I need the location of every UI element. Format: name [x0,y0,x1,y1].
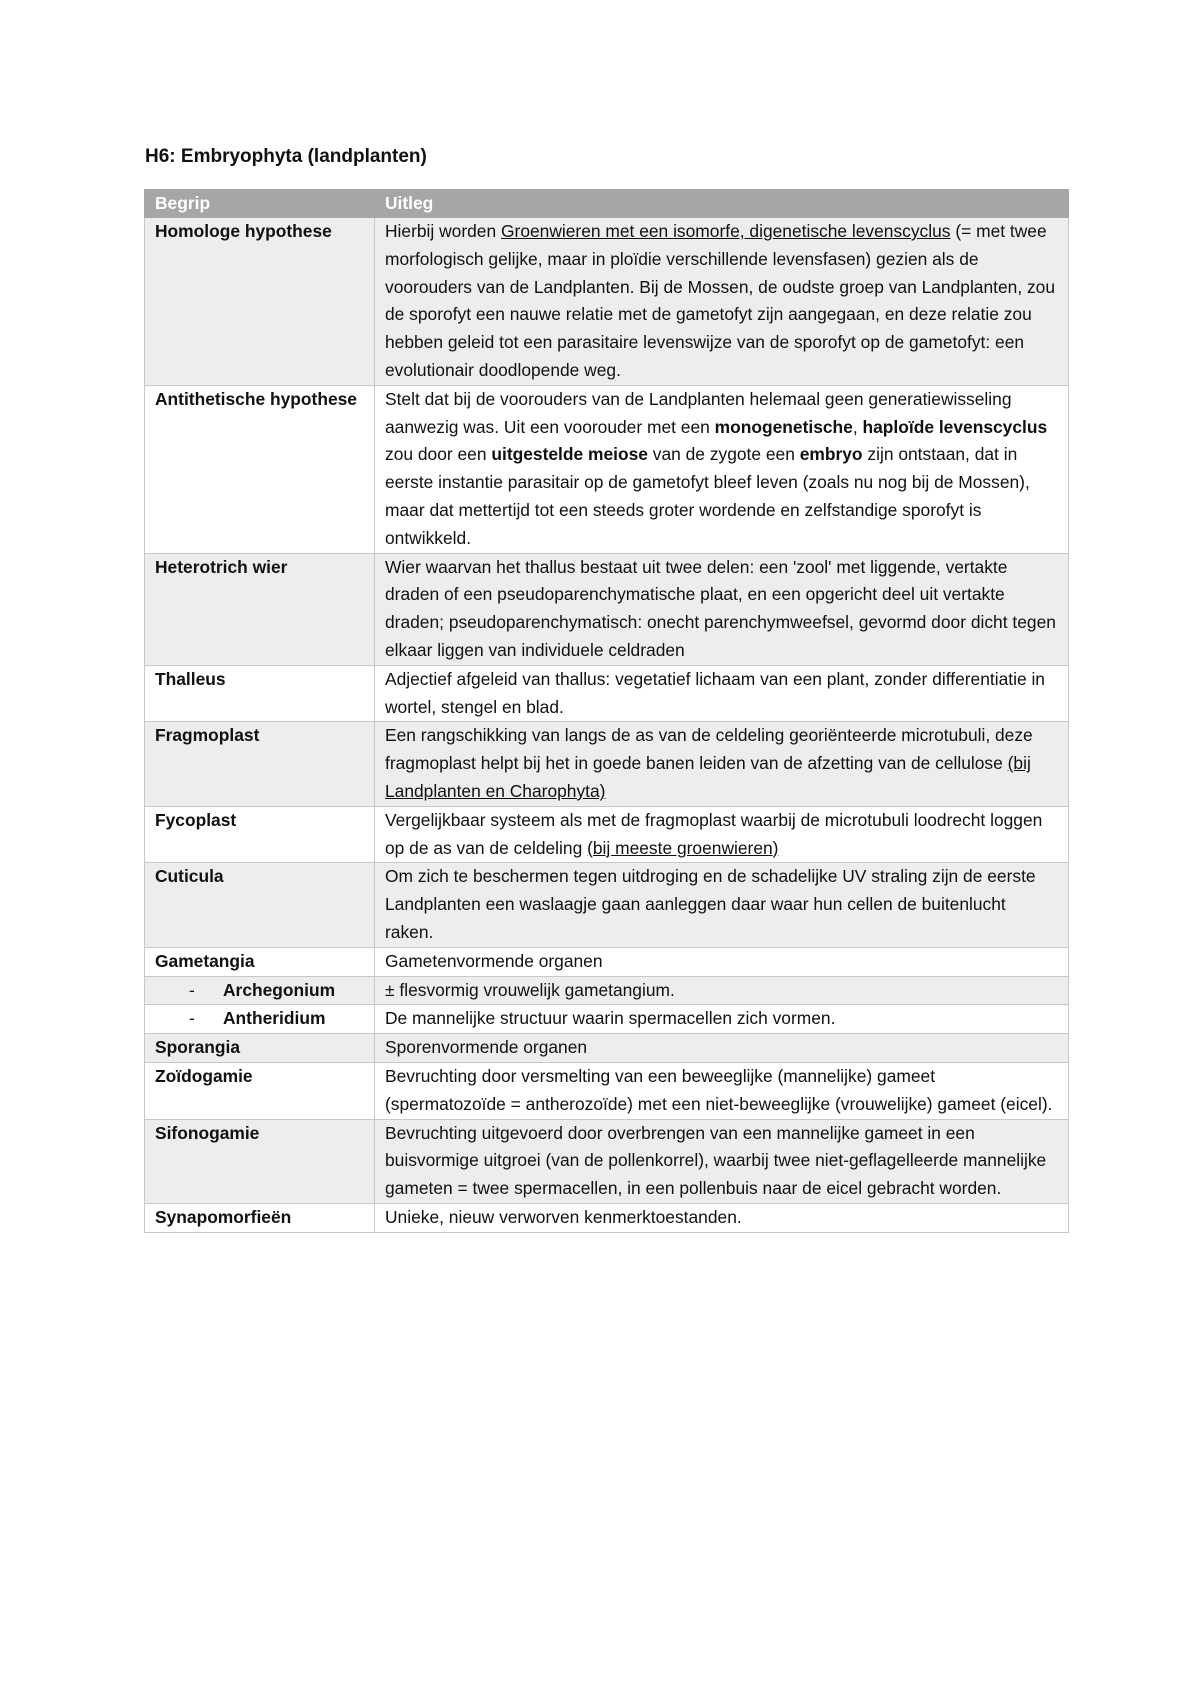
table-row [145,385,1069,553]
page-title: H6: Embryophyta (landplanten) [145,146,427,167]
term-cell: Fragmoplast [145,722,375,806]
explanation-text: van de zygote een [647,444,800,465]
term-cell: Homologe hypothese [145,218,375,386]
term-cell-sub [145,976,375,1005]
table-row [145,806,1069,863]
explanation-text: Een rangschikking van langs de as van de celdeling georiënteerde microtubuli, deze fragmoplast helpt bij het in goede banen leiden van de afzetting van de cellulose [385,725,1033,774]
explanation-cell: Bevruchting uitgevoerd door overbrengen van een mannelijke gameet in een buisvormige uitgroei (van de pollenkorrel), waarbij twee niet-geflagelleerde mannelijke gameten = twee spermacellen, in een pollenbuis naar de eicel gebracht worden. [375,1119,1069,1203]
glossary-table [144,189,1069,1233]
list-dash: - [189,1008,195,1029]
explanation-cell [375,385,1069,553]
table-row [145,1005,1069,1034]
table-row [145,722,1069,806]
table-row [145,1034,1069,1063]
explanation-text: , [852,416,863,437]
explanation-cell [375,218,1069,386]
table-row [145,1119,1069,1203]
term-cell: Heterotrich wier [145,553,375,665]
explanation-text: (= met twee morfologisch gelijke, maar in ploïdie verschillende levensfasen) gezien als de voorouders van de Landplanten. Bij de Mossen, de oudste groep van Landplanten, zou de sporofyt een nauwe relatie met de gametofyt zijn aangegaan, en deze relatie zou hebben geleid tot een parasitaire levenswijze van de sporofyt op de gametofyt: een evolutionair doodlopende weg. [385,221,1056,380]
explanation-underlined: (bij meeste groenwieren) [587,837,779,858]
table-row [145,863,1069,947]
table-row [145,1062,1069,1119]
explanation-text: zou door een [385,444,492,465]
explanation-cell: Adjectief afgeleid van thallus: vegetatief lichaam van een plant, zonder differentiatie in wortel, stengel en blad. [375,665,1069,722]
table-row [145,947,1069,976]
explanation-text: Vergelijkbaar systeem als met de fragmoplast waarbij de microtubuli loodrecht loggen op de as van de celdeling [385,809,1043,858]
explanation-cell: Bevruchting door versmelting van een beweeglijke (mannelijke) gameet (spermatozoïde = antherozoïde) met een niet-beweeglijke (vrouwelijke) gameet (eicel). [375,1062,1069,1119]
explanation-cell: Om zich te beschermen tegen uitdroging en de schadelijke UV straling zijn de eerste Landplanten een waslaagje gaan aanleggen daar waar hun cellen de buitenlucht raken. [375,863,1069,947]
table-row [145,218,1069,386]
term-cell-sub [145,1005,375,1034]
list-dash: - [189,979,195,1000]
explanation-text: Stelt dat bij de voorouders van de Landplanten helemaal geen generatiewisseling aanwezig was. Uit een voorouder met een [385,388,1012,437]
term-cell: Sifonogamie [145,1119,375,1203]
explanation-bold: embryo [799,444,863,465]
explanation-cell: Sporenvormende organen [375,1034,1069,1063]
table-row [145,976,1069,1005]
explanation-cell: Gametenvormende organen [375,947,1069,976]
explanation-cell: Unieke, nieuw verworven kenmerktoestanden. [375,1203,1069,1232]
column-header-term: Begrip [145,190,375,218]
term-cell: Synapomorfieën [145,1203,375,1232]
explanation-cell: ± flesvormig vrouwelijk gametangium. [375,976,1069,1005]
explanation-cell: Wier waarvan het thallus bestaat uit twee delen: een 'zool' met liggende, vertakte draden of een pseudoparenchymatische plaat, en een opgericht deel uit vertakte draden; pseudoparenchymatisch: onecht parenchymweefsel, gevormd door dicht tegen elkaar liggen van individuele celdraden [375,553,1069,665]
explanation-cell [375,806,1069,863]
explanation-underlined: (bij Landplanten en Charophyta) [385,753,1031,801]
term-cell: Zoïdogamie [145,1062,375,1119]
explanation-bold: monogenetische [714,416,853,437]
column-header-explanation: Uitleg [375,190,1069,218]
explanation-bold: uitgestelde meiose [491,444,648,465]
explanation-cell: De mannelijke structuur waarin spermacellen zich vormen. [375,1005,1069,1034]
term-cell: Thalleus [145,665,375,722]
term-label: Archegonium [223,979,336,1000]
term-cell: Antithetische hypothese [145,385,375,553]
table-header-row [145,190,1069,218]
table-row [145,553,1069,665]
term-cell: Cuticula [145,863,375,947]
explanation-text: Hierbij worden [385,221,501,241]
explanation-text: zijn ontstaan, dat in eerste instantie parasitair op de gametofyt bleef leven (zoals nu nog bij de Mossen), maar dat mettertijd tot een steeds groter wordende en zelfstandige sporofyt is ontwikkeld. [385,444,1030,548]
explanation-underlined: Groenwieren met een isomorfe, digenetische levenscyclus [501,221,951,241]
table-row [145,1203,1069,1232]
table-row [145,665,1069,722]
term-cell: Fycoplast [145,806,375,863]
explanation-bold: haploïde levenscyclus [862,416,1048,437]
explanation-cell [375,722,1069,806]
term-cell: Sporangia [145,1034,375,1063]
term-label: Antheridium [223,1008,326,1029]
term-cell: Gametangia [145,947,375,976]
